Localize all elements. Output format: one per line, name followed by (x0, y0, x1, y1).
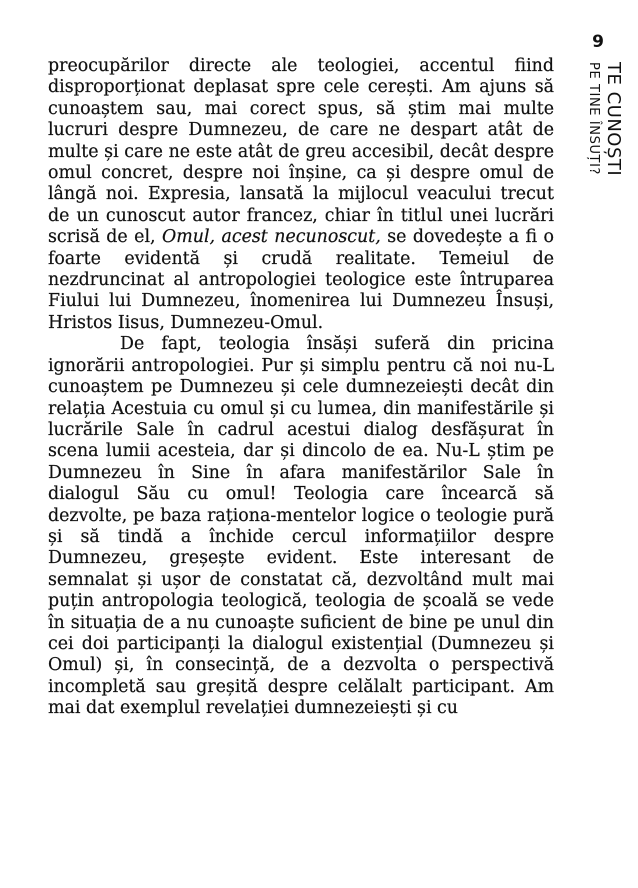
book-title-italic: Omul, acest necunoscut, (162, 227, 381, 248)
running-head (578, 62, 624, 222)
running-head-subtitle: PE TINE ÎNSUȚI? (586, 62, 601, 176)
running-head-rotated (578, 62, 624, 222)
body-text (48, 56, 554, 720)
paragraph-1-text-b: se dovedește a fi o foarte evidentă și crudă realitate. Temeiul de nezdruncinat al antropologiei teologice este întruparea Fiului lui Dumnezeu, înomenirea lui Dumnezeu Însuși, Hristos Iisus, Dumnezeu-Omul. (48, 227, 554, 333)
paragraph-1 (48, 56, 554, 334)
paragraph-1-text-a: preocupărilor directe ale teologiei, accentul fiind disproporționat deplasat spre cele cerești. Am ajuns să cunoaștem sau, mai corect spus, să știm mai multe lucruri despre Dumnezeu, de care ne despart atât de multe și care ne este atât de greu accesibil, decât despre omul concret, despre noi înșine, ca și despre omul de lângă noi. Expresia, lansată la mijlocul veacului trecut de un cunoscut autor francez, chiar în titlul unei lucrări scrisă de el, (48, 56, 554, 248)
paragraph-2: De fapt, teologia însăși suferă din pricina ignorării antropologiei. Pur și simplu pentru că noi nu-L cunoaștem pe Dumnezeu și cele dumnezeiești decât din relația Acestuia cu omul și cu lumea, din manifestările și lucrările Sale în cadrul acestui dialog desfășurat în scena lumii acesteia, dar și dincolo de ea. Nu-L știm pe Dumnezeu în Sine în afara manifestărilor Sale în dialogul Său cu omul! Teologia care încearcă să dezvolte, pe baza raționa-mentelor logice o teologie pură și să tindă a închide cercul informațiilor despre Dumnezeu, greșește evident. Este interesant de semnalat și ușor de constatat că, dezvoltând mult mai puțin antropologia teologică, teologia de școală se vede în situația de a nu cunoaște suficient de bine pe unul din cei doi participanți la dialogul existențial (Dumnezeu și Omul) și, în consecință, de a dezvolta o perspectivă incompletă sau greșită despre celălalt participant. Am mai dat exemplul revelației dumnezeiești și cu (48, 334, 554, 719)
running-head-title: TE CUNOȘTI (603, 62, 624, 177)
page-number: 9 (592, 32, 604, 52)
